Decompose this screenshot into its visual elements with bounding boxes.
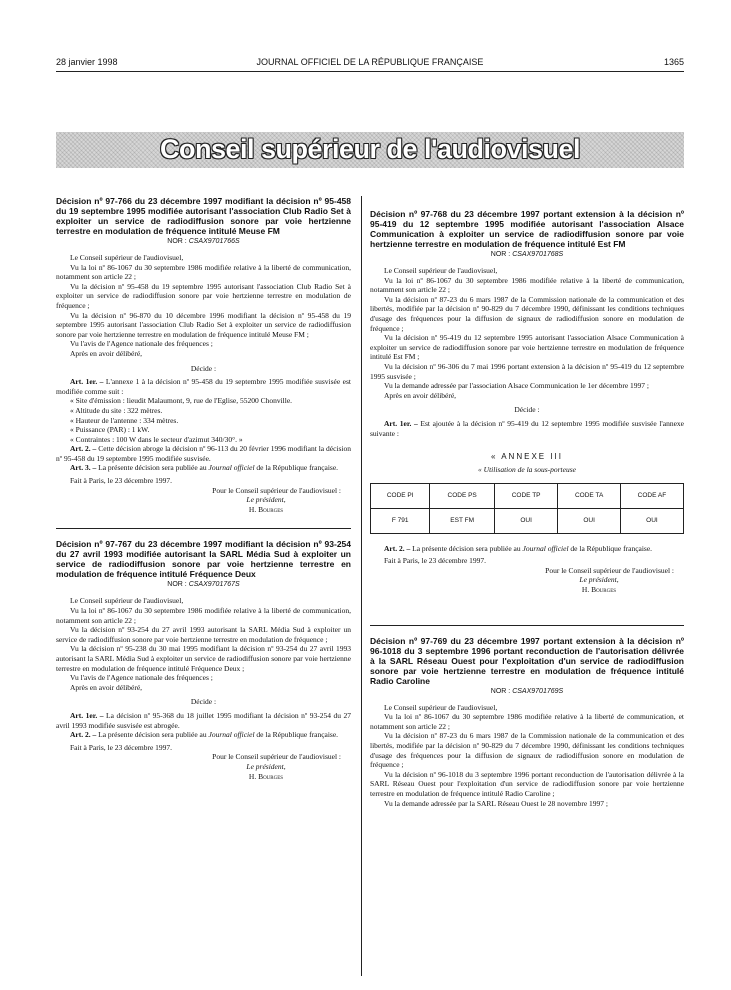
nor-code: CSAX9701766S bbox=[188, 238, 240, 245]
paragraph: Vu la décision nº 96-1018 du 3 septembre 1996 portant reconduction de l'autorisation délivrée à la SARL Réseau Ouest pour l'exploitation d'un service de radiodiffusion sonore par voie hertzienne terrestre en modulation de fréquence intitulé Radio Caroline ; bbox=[370, 769, 684, 798]
list-item: « Puissance (PAR) : 1 kW. bbox=[70, 425, 150, 435]
table-header-cell: CODE AF bbox=[620, 483, 683, 508]
fait-line: Fait à Paris, le 23 décembre 1997. bbox=[70, 742, 173, 752]
paragraph: Vu la loi nº 86-1067 du 30 septembre 1986 modifiée relative à la liberté de communication, et notamment son article 22 ; bbox=[370, 712, 684, 731]
paragraph: Le Conseil supérieur de l'audiovisuel, bbox=[70, 253, 184, 262]
decision-separator bbox=[370, 625, 684, 626]
signature-block: Pour le Conseil supérieur de l'audiovisuel : Le président, H. Bourges bbox=[212, 752, 341, 781]
decision-title: Décision nº 97-769 du 23 décembre 1997 portant extension à la décision nº 96-1018 du 3 septembre 1996 portant reconduction de l'autorisation délivrée à la SARL Réseau Ouest pour l'exploitation d'un service de radiodiffusion sonore par voie hertzienne terrestre en modulation de fréquence intitulé Radio Caroline bbox=[370, 635, 684, 686]
paragraph: Vu la décision nº 96-306 du 7 mai 1996 portant extension à la décision nº 95-419 du 12 septembre 1995 susvisée ; bbox=[370, 361, 684, 381]
table-header-cell: CODE TA bbox=[558, 483, 621, 508]
article-1: Art. 1er. – L'annexe 1 à la décision nº 95-458 du 19 septembre 1995 modifiée susvisée est modifiée comme suit : bbox=[56, 377, 351, 396]
paragraph: Vu la décision nº 87-23 du 6 mars 1987 de la Commission nationale de la communication et des libertés, modifiée par la décision nº 90-829 du 7 décembre 1990, définissant les conditions techniques d'usage des fréquences pour la diffusion de signaux de radiodiffusion sonore en modulation de fréquence ; bbox=[370, 731, 684, 770]
nor-line: NOR : CSAX9701769S bbox=[490, 687, 564, 695]
paragraph: Vu l'avis de l'Agence nationale des fréquences ; bbox=[70, 339, 213, 349]
paragraph: Le Conseil supérieur de l'audiovisuel, bbox=[384, 702, 498, 712]
paragraph: Vu l'avis de l'Agence nationale des fréquences ; bbox=[70, 673, 213, 683]
annexe-title: « ANNEXE III bbox=[490, 452, 564, 462]
signature-block: Pour le Conseil supérieur de l'audiovisuel : Le président, H. Bourges bbox=[212, 485, 341, 514]
article-1: Art. 1er. – Est ajoutée à la décision nº 95-419 du 12 septembre 1995 modifiée susvisée l'annexe suivante : bbox=[370, 418, 685, 438]
article-2: Art. 2. – La présente décision sera publiée au Journal officiel de la République française. bbox=[70, 730, 339, 740]
nor-code: CSAX9701768S bbox=[512, 251, 564, 258]
article-2: Art. 2. – Cette décision abroge la décision nº 96-113 du 20 février 1996 modifiant la décision nº 95-458 du 19 septembre 1995 modifiée susvisée. bbox=[56, 444, 352, 463]
annexe-subtitle: « Utilisation de la sous-porteuse bbox=[478, 465, 576, 475]
nor-line: NOR : CSAX9701767S bbox=[167, 581, 240, 589]
paragraph: Vu la décision nº 95-458 du 19 septembre 1995 autorisant l'association Club Radio Set à exploiter un service de radiodiffusion sonore par voie hertzienne terrestre en modulation de fréquence ; bbox=[56, 281, 351, 310]
fait-line: Fait à Paris, le 23 décembre 1997. bbox=[384, 556, 487, 566]
paragraph: Vu la loi nº 86-1067 du 30 septembre 1986 modifiée relative à la liberté de communication, notamment son article 22 ; bbox=[56, 606, 351, 625]
table-header-cell: CODE PI bbox=[371, 483, 430, 508]
table-cell: OUI bbox=[558, 508, 621, 533]
decision-title: Décision nº 97-767 du 23 décembre 1997 modifiant la décision nº 93-254 du 27 avril 1993 modifiée autorisant la SARL Média Sud à exploiter un service de radiodiffusion sonore par voie hertzienne terrestre en modulation de fréquence intitulé Fréquence Deux bbox=[56, 539, 351, 580]
list-item: « Contraintes : 100 W dans le secteur d'azimut 340/30°. » bbox=[70, 434, 243, 444]
nor-line: NOR : CSAX9701766S bbox=[167, 238, 240, 245]
paragraph: Le Conseil supérieur de l'audiovisuel, bbox=[70, 596, 184, 606]
decide-heading: Décide : bbox=[190, 697, 217, 707]
header-rule bbox=[56, 71, 684, 72]
paragraph: Vu la décision nº 87-23 du 6 mars 1987 de la Commission nationale de la communication et des libertés, modifiée par la décision nº 90-829 du 7 décembre 1990, définissant les conditions techniques d'usage des fréquences pour la diffusion de signaux de radiodiffusion sonore en modulation de fréquence ; bbox=[370, 294, 684, 333]
column-divider bbox=[361, 196, 362, 976]
table-cell: F 791 bbox=[371, 508, 430, 533]
paragraph: Vu la demande adressée par l'association Alsace Communication le 1er décembre 1997 ; bbox=[384, 381, 649, 391]
decision-title: Décision nº 97-768 du 23 décembre 1997 portant extension à la décision nº 95-419 du 12 septembre 1995 modifiée autorisant l'association Alsace Communication à exploiter un service de radiodiffusion sonore par voie hertzienne terrestre en modulation de fréquence intitulé Est FM bbox=[370, 209, 684, 249]
paragraph: Le Conseil supérieur de l'audiovisuel, bbox=[384, 266, 498, 275]
article-1: Art. 1er. – La décision nº 95-368 du 18 juillet 1995 modifiant la décision nº 93-254 du 27 avril 1993 modifiée susvisée est abrogée. bbox=[56, 710, 351, 730]
fait-line: Fait à Paris, le 23 décembre 1997. bbox=[70, 476, 173, 486]
paragraph: Après en avoir délibéré, bbox=[70, 348, 143, 358]
page-header bbox=[56, 57, 684, 71]
left-column bbox=[56, 196, 351, 781]
paragraph: Après en avoir délibéré, bbox=[384, 390, 457, 400]
codes-table bbox=[370, 483, 684, 534]
paragraph: Vu la loi nº 86-1067 du 30 septembre 1986 modifiée relative à la liberté de communication, notamment son article 22 ; bbox=[56, 262, 351, 282]
table-cell: OUI bbox=[494, 508, 558, 533]
header-page-number: 1365 bbox=[663, 57, 684, 67]
article-3: Art. 3. – La présente décision sera publiée au Journal officiel de la République française. bbox=[70, 463, 339, 473]
paragraph: Vu la décision nº 95-238 du 30 mai 1995 modifiant la décision nº 93-254 du 27 avril 1993 autorisant la SARL Média Sud à exploiter un service de radiodiffusion sonore par voie hertzienne terrestre en modulation de fréquence intitulé Fréquence Deux ; bbox=[56, 644, 351, 673]
decision-separator bbox=[56, 528, 351, 529]
table-header-row bbox=[371, 483, 684, 508]
paragraph: Vu la loi nº 86-1067 du 30 septembre 1986 modifiée relative à la liberté de communication, notamment son article 22 ; bbox=[370, 275, 684, 295]
table-row bbox=[371, 508, 684, 533]
banner-title: Conseil supérieur de l'audiovisuel bbox=[159, 134, 581, 164]
list-item: « Altitude du site : 322 mètres. bbox=[70, 405, 163, 415]
paragraph: Vu la demande adressée par la SARL Réseau Ouest le 28 novembre 1997 ; bbox=[384, 798, 608, 808]
table-header-cell: CODE PS bbox=[430, 483, 494, 508]
header-journal: JOURNAL OFFICIEL DE LA RÉPUBLIQUE FRANÇAISE bbox=[256, 57, 484, 67]
paragraph: Vu la décision nº 95-419 du 12 septembre 1995 autorisant l'association Alsace Communication à exploiter un service de radiodiffusion sonore par voie hertzienne terrestre en modulation de fréquence intitulé Est FM ; bbox=[370, 333, 684, 362]
paragraph: Vu la décision nº 96-870 du 10 décembre 1996 modifiant la décision nº 95-458 du 19 septembre 1995 autorisant l'association Club Radio Set à exploiter un service de radiodiffusion sonore par voie hertzienne terrestre en modulation de fréquence intitulé Meuse FM ; bbox=[56, 310, 351, 339]
list-item: « Hauteur de l'antenne : 334 mètres. bbox=[70, 415, 179, 425]
paragraph: Vu la décision nº 93-254 du 27 avril 1993 autorisant la SARL Média Sud à exploiter un service de radiodiffusion sonore par voie hertzienne terrestre en modulation de fréquence ; bbox=[56, 625, 351, 644]
header-date: 28 janvier 1998 bbox=[56, 57, 118, 67]
nor-line: NOR : CSAX9701768S bbox=[490, 251, 564, 258]
nor-code: CSAX9701769S bbox=[512, 687, 564, 695]
decide-heading: Décide : bbox=[190, 363, 217, 373]
paragraph: Après en avoir délibéré, bbox=[70, 682, 143, 692]
signature-block: Pour le Conseil supérieur de l'audiovisuel : Le président, H. Bourges bbox=[545, 565, 674, 595]
decision-title: Décision nº 97-766 du 23 décembre 1997 modifiant la décision nº 95-458 du 19 septembre 1995 modifiée autorisant l'association Club Radio Set à exploiter un service de radiodiffusion sonore par voie hertzienne terrestre en modulation de fréquence intitulé Meuse FM bbox=[56, 196, 351, 236]
nor-code: CSAX9701767S bbox=[188, 581, 240, 589]
section-banner bbox=[56, 132, 684, 168]
table-cell: OUI bbox=[620, 508, 683, 533]
table-header-cell: CODE TP bbox=[494, 483, 558, 508]
list-item: « Site d'émission : lieudit Malaumont, 9, rue de l'Eglise, 55200 Chonville. bbox=[70, 396, 293, 406]
table-cell: EST FM bbox=[430, 508, 494, 533]
decide-heading: Décide : bbox=[514, 405, 540, 415]
right-column bbox=[370, 209, 684, 808]
article-2: Art. 2. – La présente décision sera publiée au Journal officiel de la République française. bbox=[384, 543, 653, 553]
